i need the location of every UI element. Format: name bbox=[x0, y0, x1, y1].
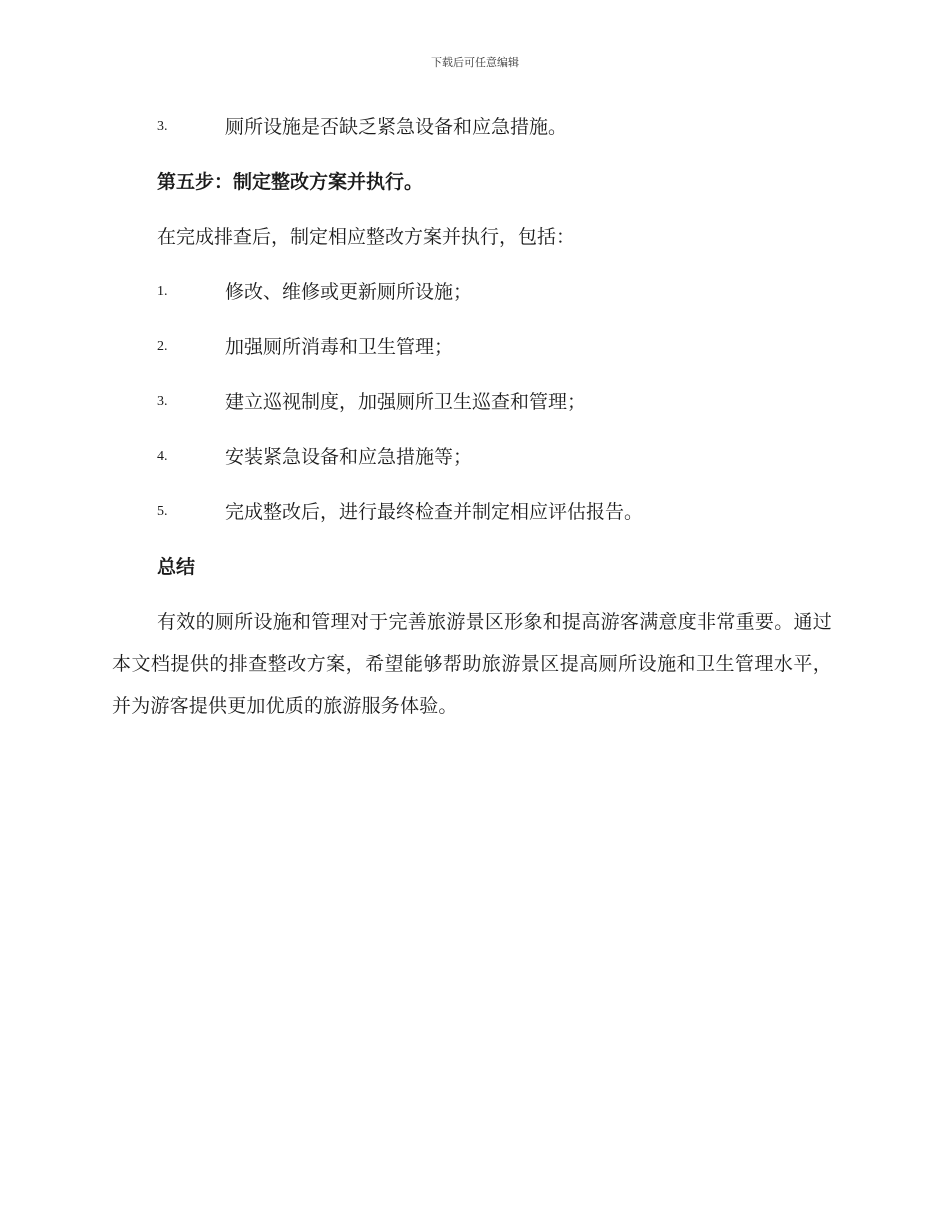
list-item-number: 5. bbox=[157, 504, 168, 519]
summary-heading: 总结 bbox=[157, 556, 196, 578]
list-item-text: 厕所设施是否缺乏紧急设备和应急措施。 bbox=[225, 116, 568, 138]
step-five-intro: 在完成排查后，制定相应整改方案并执行，包括： bbox=[157, 226, 576, 248]
document-body bbox=[112, 110, 832, 727]
list-item-number: 1. bbox=[157, 284, 168, 299]
list-item-number: 3. bbox=[157, 119, 168, 134]
list-item bbox=[112, 495, 832, 550]
list-item-text: 加强厕所消毒和卫生管理； bbox=[225, 336, 454, 358]
list-item-text: 建立巡视制度，加强厕所卫生巡查和管理； bbox=[225, 391, 587, 413]
list-item bbox=[112, 440, 832, 495]
list-item bbox=[112, 110, 832, 165]
list-item bbox=[112, 385, 832, 440]
step-five-heading: 第五步：制定整改方案并执行。 bbox=[157, 171, 424, 193]
list-item-text: 安装紧急设备和应急措施等； bbox=[225, 446, 473, 468]
list-item-number: 2. bbox=[157, 339, 168, 354]
list-item bbox=[112, 275, 832, 330]
summary-paragraph: 有效的厕所设施和管理对于完善旅游景区形象和提高游客满意度非常重要。通过本文档提供的排查整改方案，希望能够帮助旅游景区提高厕所设施和卫生管理水平，并为游客提供更加优质的旅游服务体验。 bbox=[112, 611, 832, 717]
list-item bbox=[112, 330, 832, 385]
page-header: 下载后可任意编辑 bbox=[431, 56, 519, 69]
list-item-number: 3. bbox=[157, 394, 168, 409]
list-item-text: 修改、维修或更新厕所设施； bbox=[225, 281, 473, 303]
list-item-number: 4. bbox=[157, 449, 168, 464]
list-item-text: 完成整改后，进行最终检查并制定相应评估报告。 bbox=[225, 501, 644, 523]
